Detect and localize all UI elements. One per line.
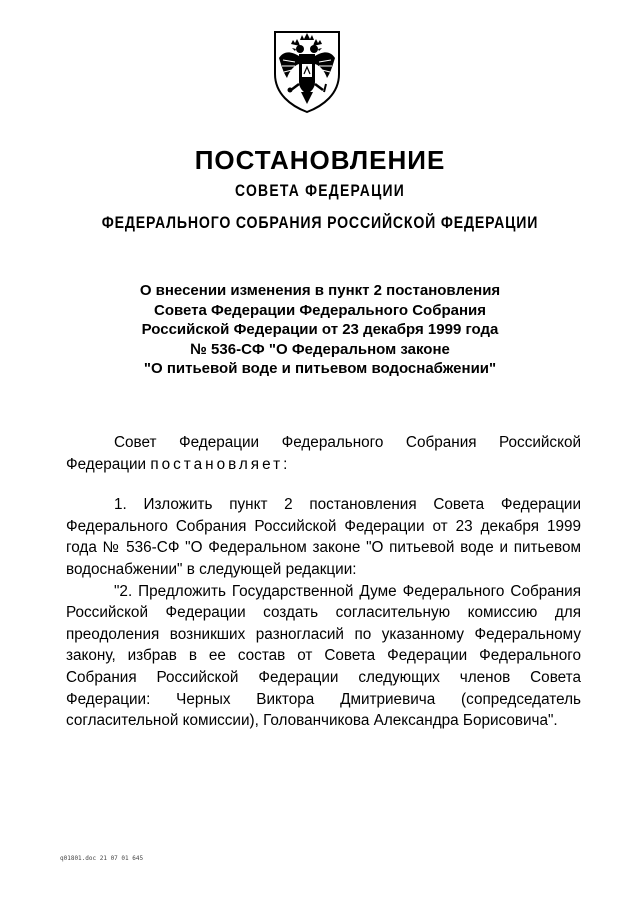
item-2-paragraph: "2. Предложить Государственной Думе Федерального Собрания Российской Федерации создать согласительную комиссию для преодоления возникших разногласий по указанному Федеральному закону, избрав в ее состав от Совета Федерации Федерального Собрания Российской Федерации следующих членов Совета Федерации: Черных Виктора Дмитриевича (сопредседатель согласительной комиссии), Голованчикова Александра Борисовича".: [66, 582, 581, 730]
document-body: [66, 432, 581, 732]
item-1-paragraph: 1. Изложить пункт 2 постановления Совета Федерации Федерального Собрания Российской Федерации от 23 декабря 1999 года № 536-СФ "О Федеральном законе "О питьевой воде и питьевом водоснабжении" в следующей редакции:: [66, 496, 581, 578]
subject-line: № 536-СФ "О Федеральном законе: [190, 340, 450, 358]
coat-of-arms-icon: [269, 28, 345, 114]
subject-line: О внесении изменения в пункт 2 постановления: [139, 282, 501, 299]
issuing-body-line2: ФЕДЕРАЛЬНОГО СОБРАНИЯ РОССИЙСКОЙ ФЕДЕРАЦИИ: [101, 213, 539, 232]
subject-line: Российской Федерации от 23 декабря 1999 года: [141, 321, 499, 338]
file-reference: q01801.doc 21 07 01 645: [60, 855, 144, 862]
resolves-text: постановляет:: [150, 455, 291, 473]
issuing-body-line1: СОВЕТА ФЕДЕРАЦИИ: [235, 181, 405, 200]
subject-line: "О питьевой воде и питьевом водоснабжении": [143, 360, 497, 377]
document-title: ПОСТАНОВЛЕНИЕ: [194, 145, 446, 175]
preamble-text: Совет Федерации Федерального Собрания Российской Федерации: [66, 434, 581, 473]
subject-line: Совета Федерации Федерального Собрания: [153, 301, 487, 319]
document-subject: [90, 281, 550, 379]
preamble-paragraph: [66, 432, 581, 475]
